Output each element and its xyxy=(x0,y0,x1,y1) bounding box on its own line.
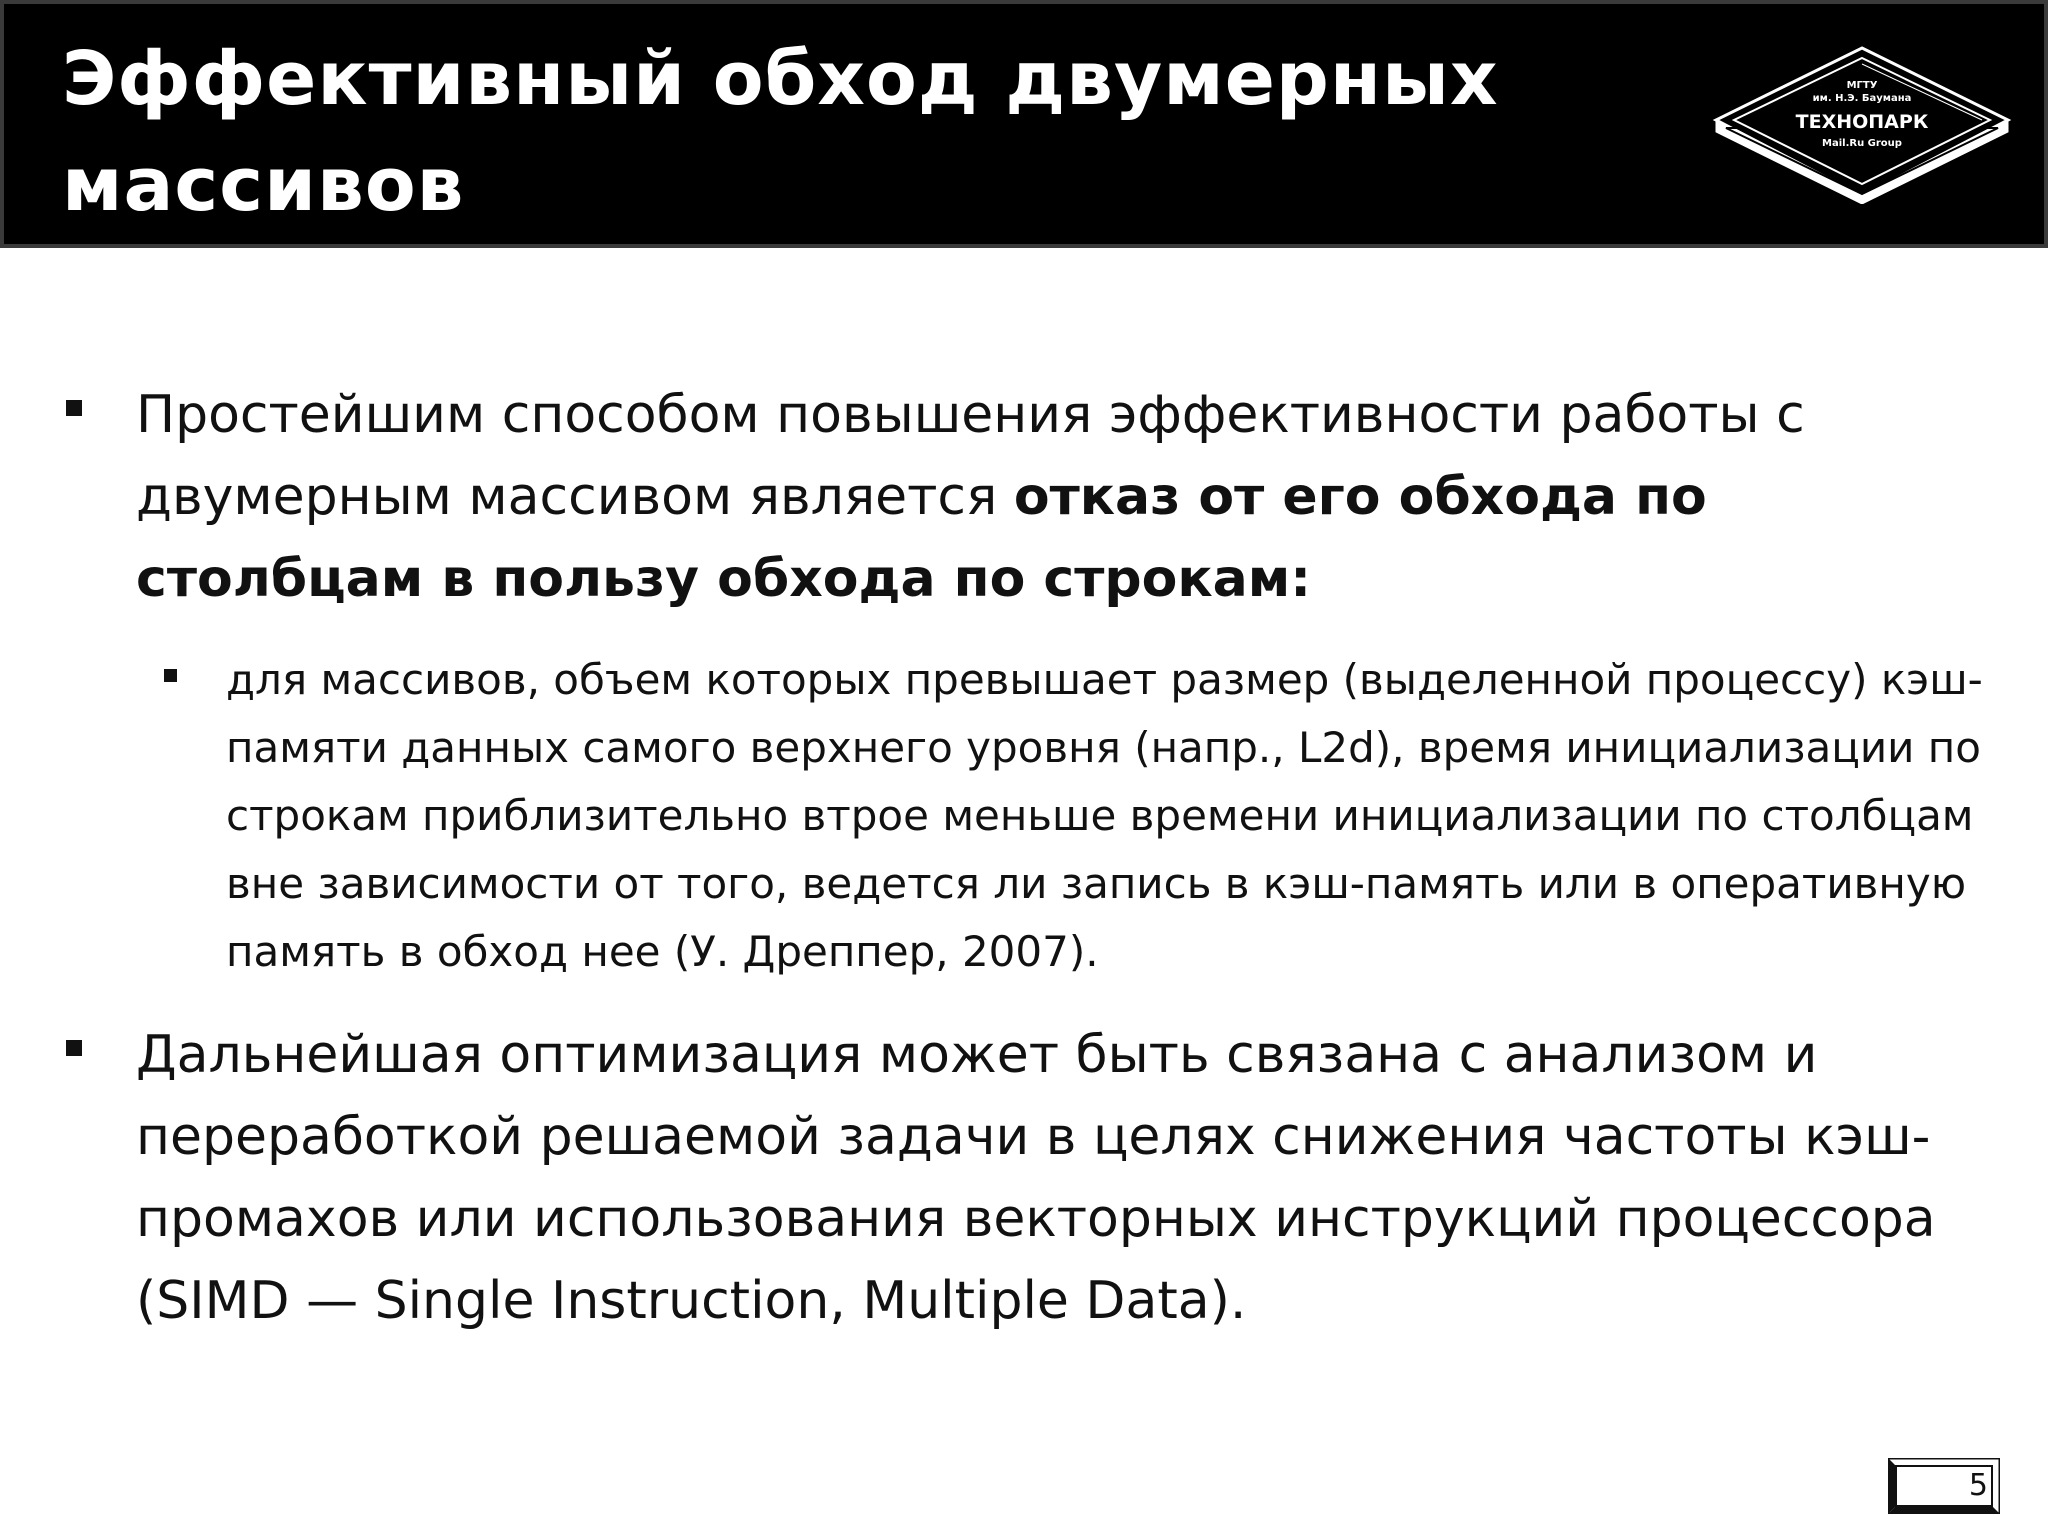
bullet-marker xyxy=(66,400,82,416)
logo-text-bauman: им. Н.Э. Баумана xyxy=(1812,93,1912,104)
sub-bullet-1: для массивов, объем которых превышает размер (выделенной процессу) кэш-памяти данных самого верхнего уровня (напр., L2d), время инициализации по строкам приблизительно втрое меньше времени инициализации по столбцам вне зависимости от того, ведется ли запись в кэш-память или в оперативную память в обход нее (У. Дреппер, 2007). xyxy=(226,655,1983,976)
logo-text-mailru: Mail.Ru Group xyxy=(1822,138,1902,149)
bullet-2: Дальнейшая оптимизация может быть связана с анализом и переработкой решаемой задачи в целях снижения частоты кэш-промахов или использования векторных инструкций процессора (SIMD — Single Instruction, Multiple Data). xyxy=(136,1025,1936,1331)
bullet-1-emphasis: отказ от его обхода по столбцам в пользу обхода по строкам: xyxy=(136,467,1707,609)
bullet-1-text: Простейшим способом повышения эффективности работы с двумерным массивом является xyxy=(136,385,1805,527)
bullet-marker xyxy=(66,1040,82,1056)
sub-bullet-marker xyxy=(164,669,177,682)
slide-title: Эффективный обход двумерных массивов xyxy=(62,36,1499,228)
logo-text-mgtu: МГТУ xyxy=(1846,80,1878,91)
bullet-1 xyxy=(136,374,1996,620)
logo-text-technopark: ТЕХНОПАРК xyxy=(1795,111,1929,133)
page-number: 5 xyxy=(1968,1468,1988,1503)
